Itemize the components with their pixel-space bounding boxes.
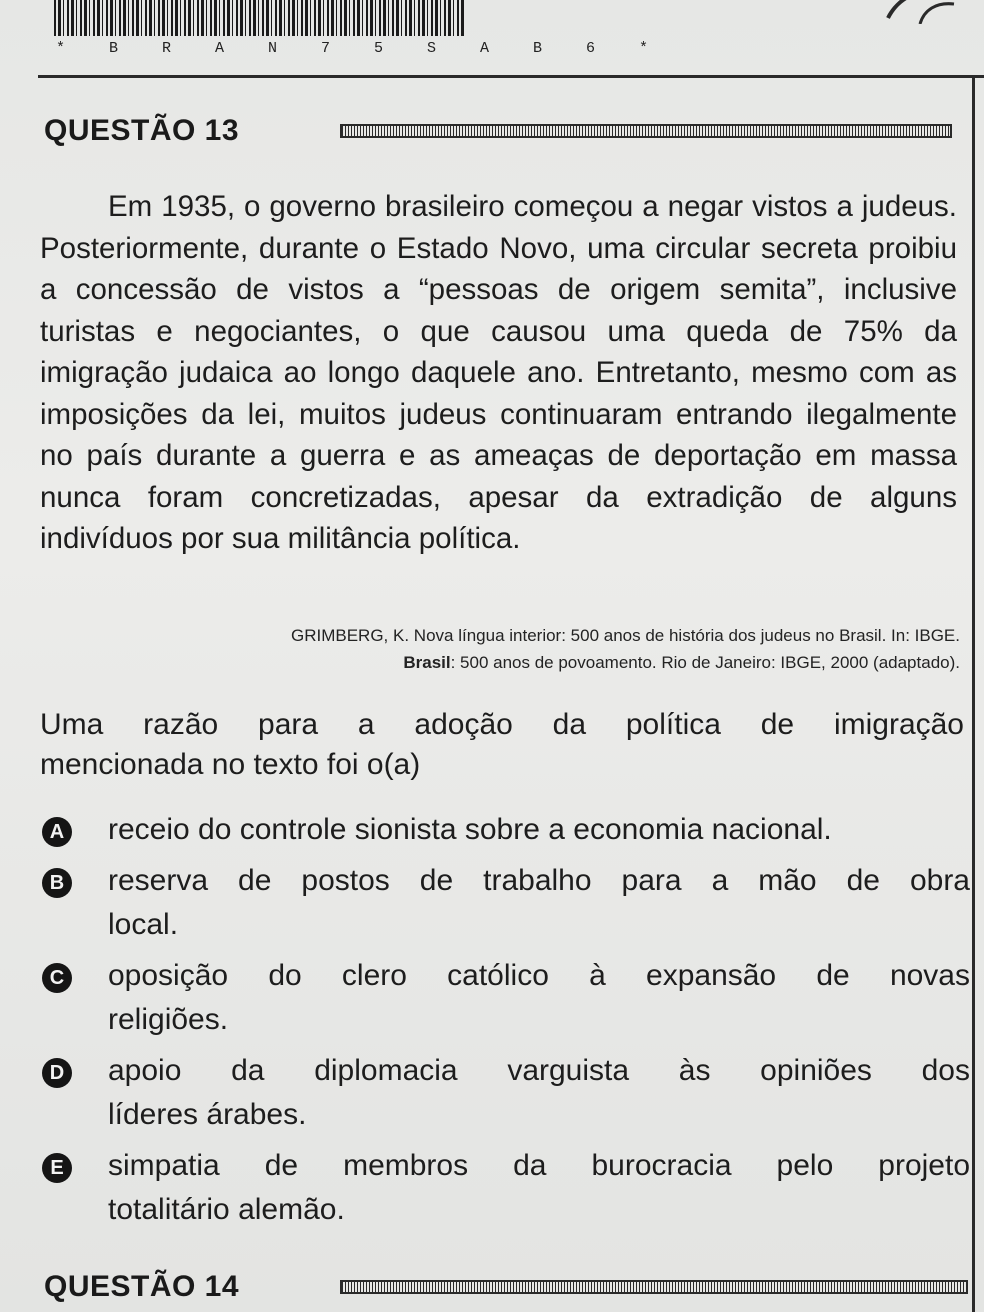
citation-line-1: GRIMBERG, K. Nova língua interior: 500 anos de história dos judeus no Brasil. In: IBGE. — [291, 626, 960, 645]
option-e[interactable] — [40, 1144, 970, 1232]
stem-line-1: Uma razão para a adoção da política de imigração — [40, 708, 964, 741]
option-e-text-line-2: totalitário alemão. — [108, 1193, 345, 1226]
option-b[interactable] — [40, 859, 970, 947]
option-b-text-line-2: local. — [108, 908, 179, 941]
top-rule — [38, 75, 984, 78]
option-e-letter: E — [42, 1153, 72, 1183]
option-c[interactable] — [40, 954, 970, 1042]
answer-options — [40, 808, 970, 1239]
option-d-text-line-2: líderes árabes. — [108, 1098, 307, 1131]
barcode — [54, 0, 466, 36]
question-14-title: QUESTÃO 14 — [44, 1270, 240, 1303]
question-13-stem — [40, 705, 964, 785]
question-13-title-bar — [340, 124, 952, 138]
barcode-code: * B R A N 7 5 S A B 6 * — [56, 40, 666, 57]
question-13-title: QUESTÃO 13 — [44, 114, 240, 147]
stem-line-2: mencionada no texto foi o(a) — [40, 748, 421, 781]
option-d-text-line-1: apoio da diplomacia varguista às opiniões dos — [108, 1054, 970, 1087]
option-a-letter: A — [42, 817, 72, 847]
option-d[interactable] — [40, 1049, 970, 1137]
option-c-text-line-1: oposição do clero católico à expansão de novas — [108, 959, 970, 992]
citation-line-2-rest: : 500 anos de povoamento. Rio de Janeiro: IBGE, 2000 (adaptado). — [450, 653, 960, 672]
question-14-title-bar — [340, 1280, 968, 1294]
citation-line-2 — [30, 649, 960, 676]
option-a[interactable] — [40, 808, 970, 852]
option-b-text-line-1: reserva de postos de trabalho para a mão de obra — [108, 864, 970, 897]
option-d-letter: D — [42, 1058, 72, 1088]
exam-logo-icon — [880, 0, 960, 24]
question-13-passage: Em 1935, o governo brasileiro começou a negar vistos a judeus. Posteriormente, durante o Estado Novo, uma circular secreta proibiu a concessão de vistos a “pessoas de origem semita”, inclusive turistas e negociantes, o que causou uma queda de 75% da imigração judaica ao longo daquele ano. Entretanto, mesmo com as imposições da lei, muitos judeus continuaram entrando ilegalmente no país durante a guerra e as ameaças de deportação em massa nunca foram concretizadas, apesar da extradição de alguns indivíduos por sua militância política. — [40, 190, 957, 555]
option-a-text: receio do controle sionista sobre a economia nacional. — [108, 813, 832, 846]
option-c-letter: C — [42, 963, 72, 993]
question-13-citation — [30, 622, 960, 676]
option-c-text-line-2: religiões. — [108, 1003, 229, 1036]
citation-book-title: Brasil — [403, 653, 451, 672]
option-e-text-line-1: simpatia de membros da burocracia pelo projeto — [108, 1149, 970, 1182]
right-margin-rule — [972, 78, 975, 1312]
option-b-letter: B — [42, 868, 72, 898]
